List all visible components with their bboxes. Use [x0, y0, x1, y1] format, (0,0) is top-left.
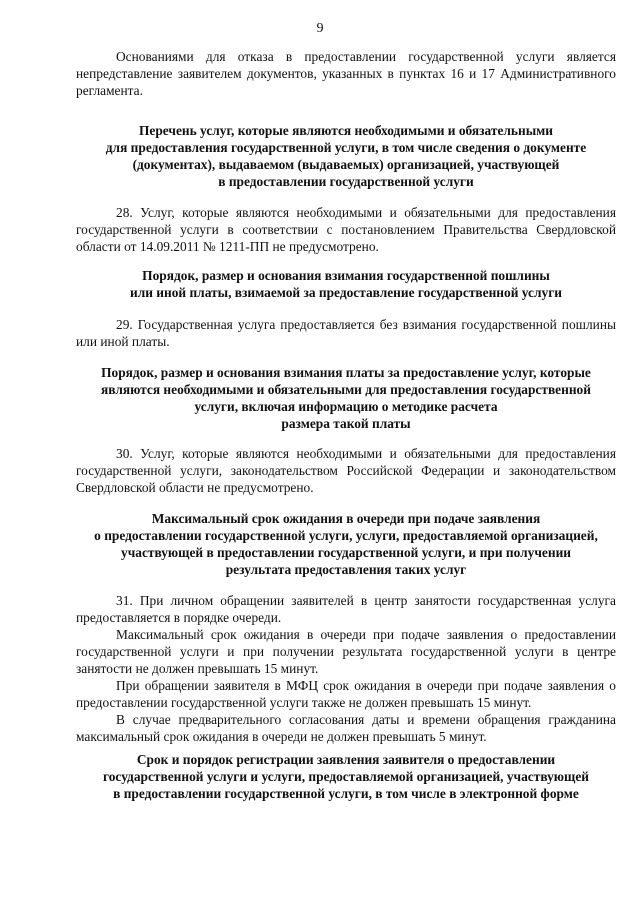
heading-line: являются необходимыми и обязательными для предоставления государственной — [101, 382, 591, 397]
paragraph-28 — [76, 204, 616, 255]
heading-line: Порядок, размер и основания взимания платы за предоставление услуг, которые — [101, 365, 591, 380]
section-heading — [76, 267, 616, 301]
heading-line: Срок и порядок регистрации заявления заявителя о предоставлении — [136, 752, 556, 767]
heading-line: в предоставлении государственной услуги — [218, 174, 474, 189]
paragraph-text: 29. Государственная услуга предоставляется без взимания государственной пошлины или иной платы. — [76, 317, 616, 349]
paragraph-text: В случае предварительного согласования даты и времени обращения гражданина максимальный срок ожидания в очереди не должен превышать 5 минут. — [76, 712, 616, 744]
heading-line: в предоставлении государственной услуги, в том числе в электронной форме — [113, 786, 579, 801]
paragraph-29 — [76, 316, 616, 350]
section-heading — [76, 751, 616, 802]
heading-line: результата предоставления таких услуг — [225, 562, 467, 577]
heading-line: Перечень услуг, которые являются необходимыми и обязательными — [139, 123, 553, 138]
heading-line: услуги, включая информацию о методике расчета — [194, 399, 498, 414]
heading-line: государственной услуги и услуги, предоставляемой организацией, участвующей — [102, 769, 589, 784]
section-heading — [76, 510, 616, 578]
paragraph-text: При обращении заявителя в МФЦ срок ожидания в очереди при подаче заявления о предоставлении государственной услуги также не должен превышать 15 минут. — [76, 678, 616, 710]
heading-required-services — [76, 122, 616, 190]
paragraph-text: 31. При личном обращении заявителей в центр занятости государственная услуга предоставляется в порядке очереди. — [76, 593, 616, 625]
section-heading — [76, 122, 616, 190]
heading-line: Порядок, размер и основания взимания государственной пошлины — [142, 268, 550, 283]
heading-line: Максимальный срок ожидания в очереди при подаче заявления — [151, 511, 541, 526]
heading-queue-time — [76, 510, 616, 578]
paragraph-text: 28. Услуг, которые являются необходимыми и обязательными для предоставления государственной услуги в соответствии с постановлением Правительства Свердловской области от 14.09.2011 № 1211-ПП не предусмотрено. — [76, 205, 616, 254]
section-heading — [76, 364, 616, 432]
heading-line: участвующей в предоставлении государственной услуги, и при получении — [121, 545, 571, 560]
heading-line: для предоставления государственной услуги, в том числе сведения о документе — [105, 140, 587, 155]
heading-line: размера такой платы — [281, 416, 411, 431]
paragraph-text: 30. Услуг, которые являются необходимыми и обязательными для предоставления государственной услуги, законодательством Российской Федерации и законодательством Свердловской области не предусмотрено. — [76, 446, 616, 495]
paragraph-refusal-grounds — [76, 48, 616, 99]
heading-line: (документах), выдаваемом (выдаваемых) организацией, участвующей — [132, 157, 560, 172]
heading-line: или иной платы, взимаемой за предоставление государственной услуги — [129, 285, 562, 300]
paragraph-text: Основаниями для отказа в предоставлении государственной услуги является непредставление заявителем документов, указанных в пунктах 16 и 17 Административного регламента. — [76, 49, 616, 98]
heading-fee-calculation — [76, 364, 616, 432]
heading-state-fee — [76, 267, 616, 301]
heading-registration — [76, 751, 616, 802]
heading-line: о предоставлении государственной услуги, услуги, предоставляемой организацией, — [94, 528, 598, 543]
paragraph-30 — [76, 445, 616, 496]
paragraph-31 — [76, 592, 616, 745]
paragraph-text: Максимальный срок ожидания в очереди при подаче заявления о предоставлении государственной услуги и при получении результата государственной услуги в центре занятости не должен превышать 15 минут. — [76, 627, 616, 676]
page-number: 9 — [316, 21, 324, 36]
